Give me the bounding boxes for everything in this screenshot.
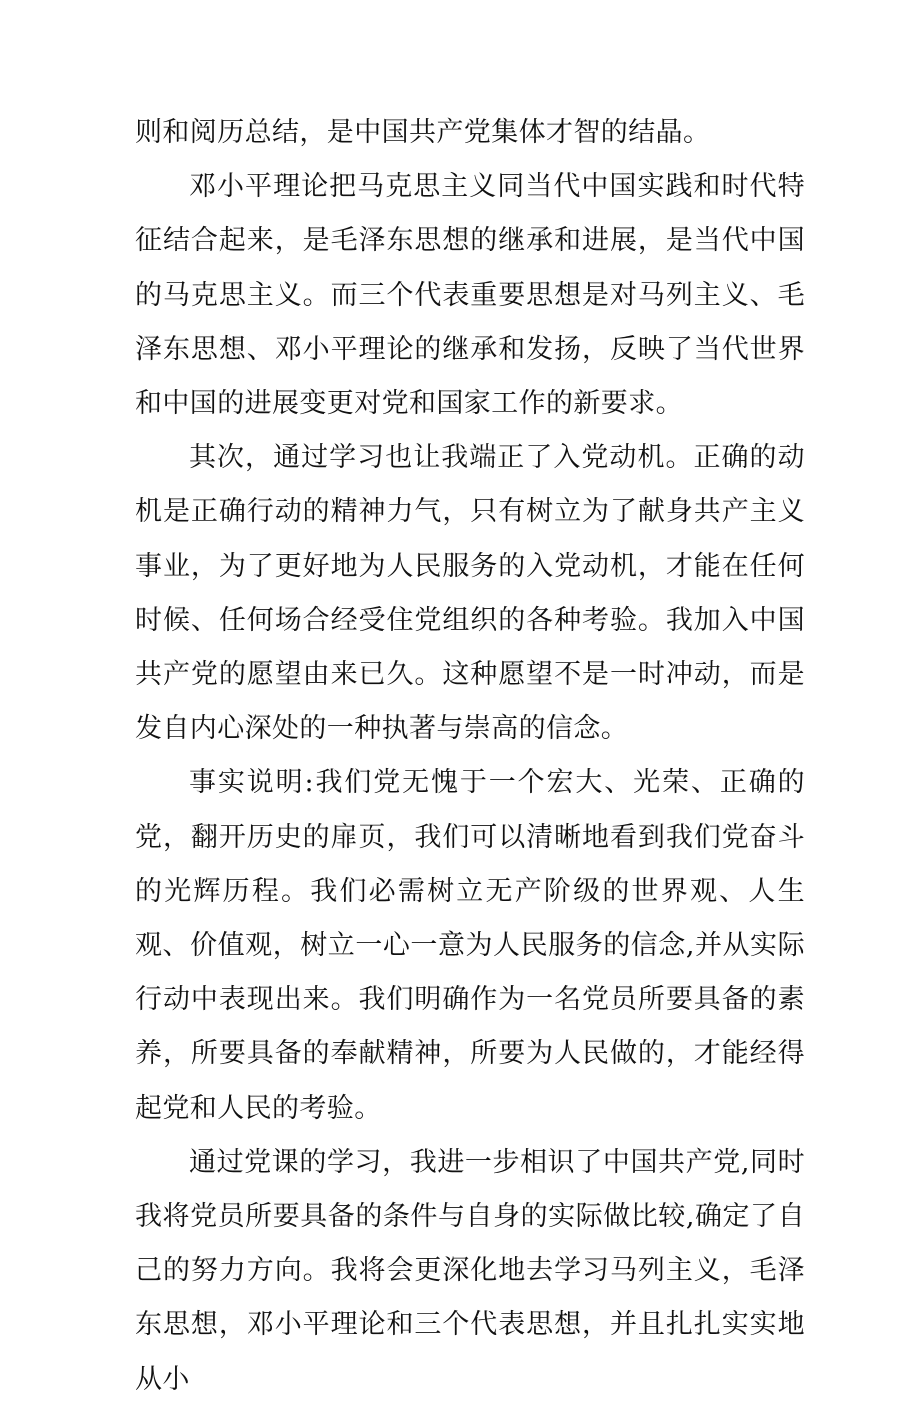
paragraph-4: 事实说明:我们党无愧于一个宏大、光荣、正确的党，翻开历史的扉页，我们可以清晰地看到我们党奋斗的光辉历程。我们必需树立无产阶级的世界观、人生观、价值观，树立一心一意为人民服务的信念,并从实际行动中表现出来。我们明确作为一名党员所要具备的素养，所要具备的奉献精神，所要为人民做的，才能经得起党和人民的考验。 xyxy=(135,767,805,1124)
paragraph-3: 其次，通过学习也让我端正了入党动机。正确的动机是正确行动的精神力气，只有树立为了献身共产主义事业，为了更好地为人民服务的入党动机，才能在任何时候、任何场合经受住党组织的各种考验。我加入中国共产党的愿望由来已久。这种愿望不是一时冲动，而是发自内心深处的一种执著与崇高的信念。 xyxy=(135,442,805,745)
paragraph-1: 则和阅历总结，是中国共产党集体才智的结晶。 xyxy=(135,117,711,148)
paragraph-5: 通过党课的学习，我进一步相识了中国共产党,同时我将党员所要具备的条件与自身的实际做比较,确定了自己的努力方向。我将会更深化地去学习马列主义，毛泽东思想，邓小平理论和三个代表思想，并且扎扎实实地从小 xyxy=(135,1146,805,1395)
document-body xyxy=(135,106,805,1407)
paragraph-2: 邓小平理论把马克思主义同当代中国实践和时代特征结合起来，是毛泽东思想的继承和进展，是当代中国的马克思主义。而三个代表重要思想是对马列主义、毛泽东思想、邓小平理论的继承和发扬，反映了当代世界和中国的进展变更对党和国家工作的新要求。 xyxy=(135,171,805,420)
